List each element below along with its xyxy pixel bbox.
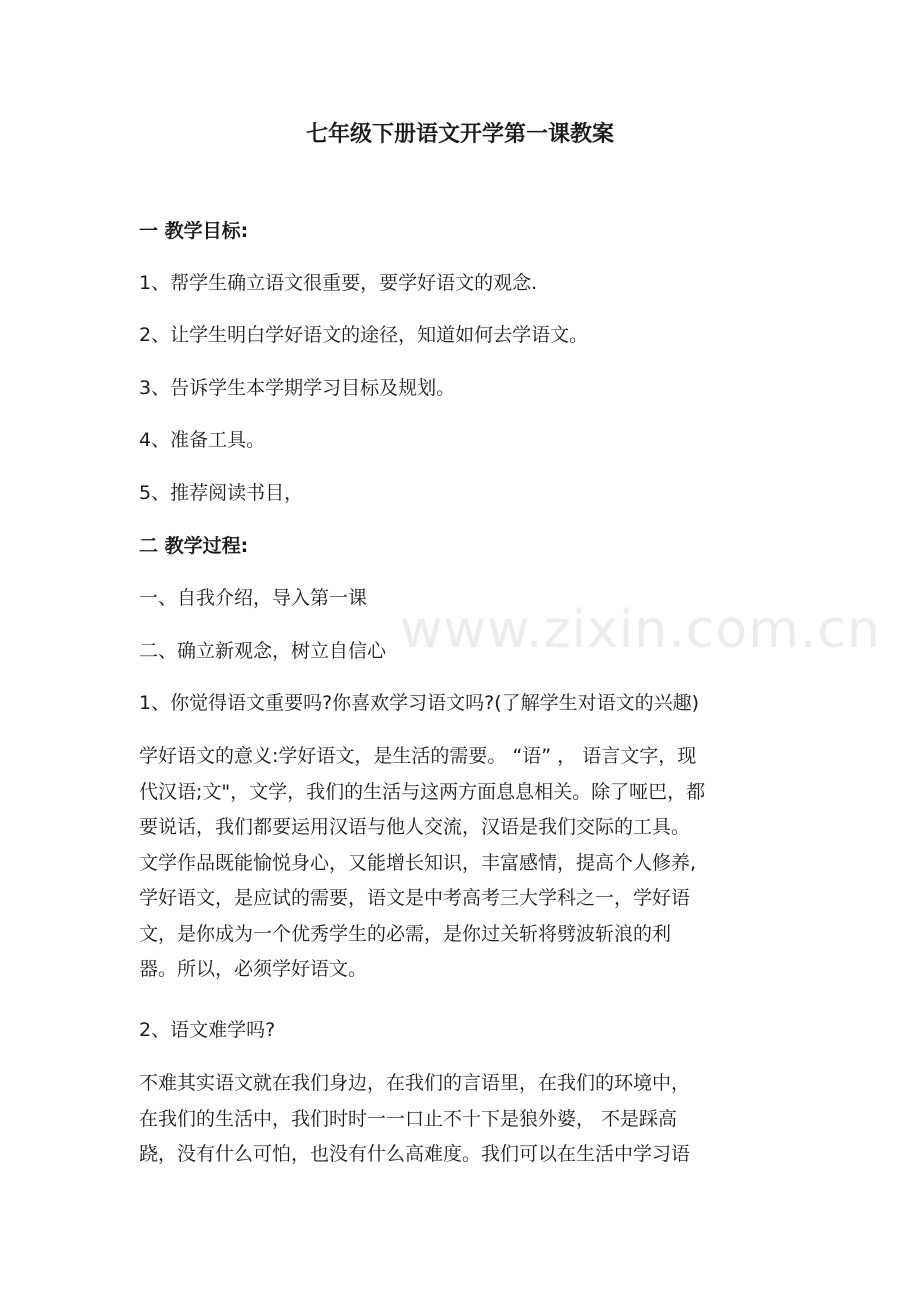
paragraph-line: 要说话，我们都要运用汉语与他人交流，汉语是我们交际的工具。 xyxy=(139,816,691,838)
process-item-2: 二、确立新观念，树立自信心 xyxy=(139,640,387,662)
process-item-3: 1、你觉得语文重要吗?你喜欢学习语文吗?(了解学生对语文的兴趣) xyxy=(139,692,700,714)
process-item-1: 一、自我介绍，导入第一课 xyxy=(139,587,368,609)
goal-item-2: 2、让学生明白学好语文的途径，知道如何去学语文。 xyxy=(139,324,589,346)
goal-item-3: 3、告诉学生本学期学习目标及规划。 xyxy=(139,377,456,399)
paragraph-line: 代汉语;文"，文学，我们的生活与这两方面息息相关。除了哑巴，都 xyxy=(139,780,706,803)
paragraph-line: 跷，没有什么可怕，也没有什么高难度。我们可以在生活中学习语 xyxy=(139,1143,691,1165)
paragraph-line: 文学作品既能愉悦身心，又能增长知识，丰富感情，提高个人修养, xyxy=(139,851,697,874)
question-item-2: 2、语文难学吗? xyxy=(139,1019,276,1041)
paragraph-meaning xyxy=(139,739,789,988)
document-title: 七年级下册语文开学第一课教案 xyxy=(305,122,614,147)
paragraph-line: 文，是你成为一个优秀学生的必需，是你过关斩将劈波斩浪的利 xyxy=(139,922,672,945)
goal-item-1: 1、帮学生确立语文很重要，要学好语文的观念. xyxy=(139,272,538,294)
watermark: www.zixin.com.cn xyxy=(400,600,881,660)
paragraph-line: 学好语文的意义:学好语文，是生活的需要。 “语” ， 语言文字，现 xyxy=(139,745,697,767)
goal-item-4: 4、准备工具。 xyxy=(139,429,266,451)
goal-item-5: 5、推荐阅读书目， xyxy=(139,482,304,504)
section-heading-teaching-goals: 一 教学目标: xyxy=(139,220,249,242)
paragraph-line: 在我们的生活中，我们时时一一口止不十下是狼外婆， 不是踩高 xyxy=(139,1107,678,1130)
section-heading-teaching-process: 二 教学过程: xyxy=(139,535,249,557)
paragraph-line: 器。所以，必须学好语文。 xyxy=(139,958,368,980)
paragraph-line: 不难其实语文就在我们身边，在我们的言语里，在我们的环境中， xyxy=(139,1072,691,1094)
paragraph-not-difficult xyxy=(139,1066,789,1173)
paragraph-line: 学好语文，是应试的需要，语文是中考高考三大学科之一，学好语 xyxy=(139,887,691,909)
